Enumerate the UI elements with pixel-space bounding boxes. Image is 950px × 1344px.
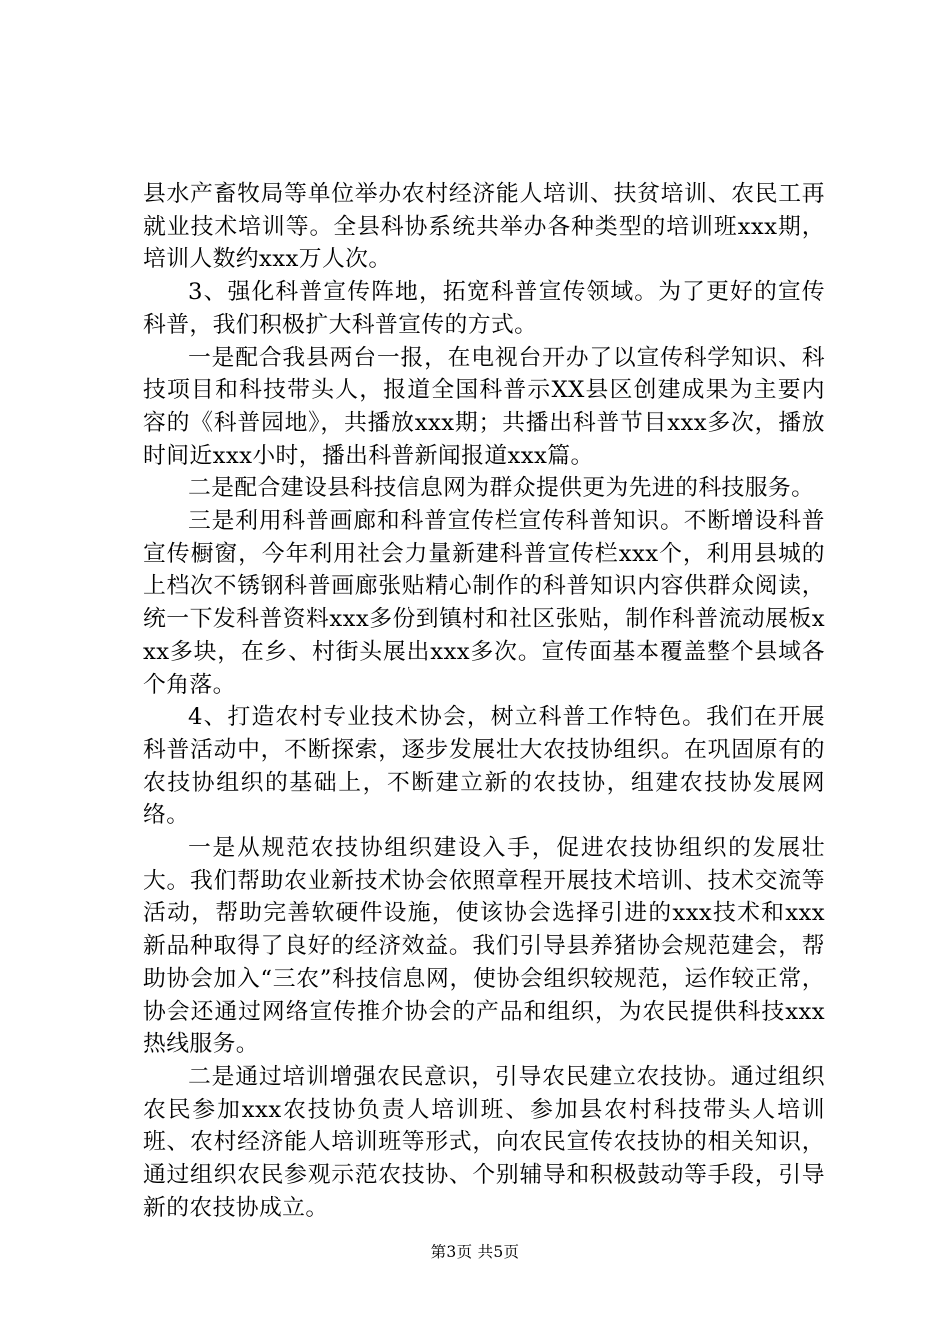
paragraph-item-2-b: 二是通过培训增强农民意识，引导农民建立农技协。通过组织农民参加xxx农技协负责人培训班、参加县农村科技带头人培训班、农村经济能人培训班等形式，向农民宣传农技协的相关知识，通过组织农民参观示范农技协、个别辅导和积极鼓动等手段，引导新的农技协成立。 — [143, 1063, 825, 1221]
paragraph-item-2: 二是配合建设县科技信息网为群众提供更为先进的科技服务。 — [188, 475, 815, 502]
document-body — [143, 178, 825, 1225]
paragraph-item-1: 一是配合我县两台一报，在电视台开办了以宣传科学知识、科技项目和科技带头人，报道全国科普示XX县区创建成果为主要内容的《科普园地》，共播放xxx期；共播出科普节目xxx多次，播放时间近xxx小时，播出科普新闻报道xxx篇。 — [143, 344, 825, 469]
paragraph-section-3: 3、强化科普宣传阵地，拓宽科普宣传领域。为了更好的宣传科普，我们积极扩大科普宣传的方式。 — [143, 279, 825, 338]
paragraph-item-1-b: 一是从规范农技协组织建设入手，促进农技协组织的发展壮大。我们帮助农业新技术协会依照章程开展技术培训、技术交流等活动，帮助完善软硬件设施，使该协会选择引进的xxx技术和xxx新品种取得了良好的经济效益。我们引导县养猪协会规范建会，帮助协会加入“三农”科技信息网，使协会组织较规范，运作较正常，协会还通过网络宣传推介协会的产品和组织，为农民提供科技xxx热线服务。 — [143, 835, 825, 1058]
paragraph-continuation: 县水产畜牧局等单位举办农村经济能人培训、扶贫培训、农民工再就业技术培训等。全县科协系统共举办各种类型的培训班xxx期，培训人数约xxx万人次。 — [143, 181, 825, 273]
page-number-footer: 第3页 共5页 — [430, 1243, 520, 1261]
paragraph-section-4: 4、打造农村专业技术协会，树立科普工作特色。我们在开展科普活动中，不断探索，逐步发展壮大农技协组织。在巩固原有的农技协组织的基础上，不断建立新的农技协，组建农技协发展网络。 — [143, 704, 825, 829]
paragraph-item-3: 三是利用科普画廊和科普宣传栏宣传科普知识。不断增设科普宣传橱窗，今年利用社会力量新建科普宣传栏xxx个，利用县城的上档次不锈钢科普画廊张贴精心制作的科普知识内容供群众阅读，统一下发科普资料xxx多份到镇村和社区张贴，制作科普流动展板xxx多块，在乡、村街头展出xxx多次。宣传面基本覆盖整个县域各个角落。 — [143, 508, 825, 698]
